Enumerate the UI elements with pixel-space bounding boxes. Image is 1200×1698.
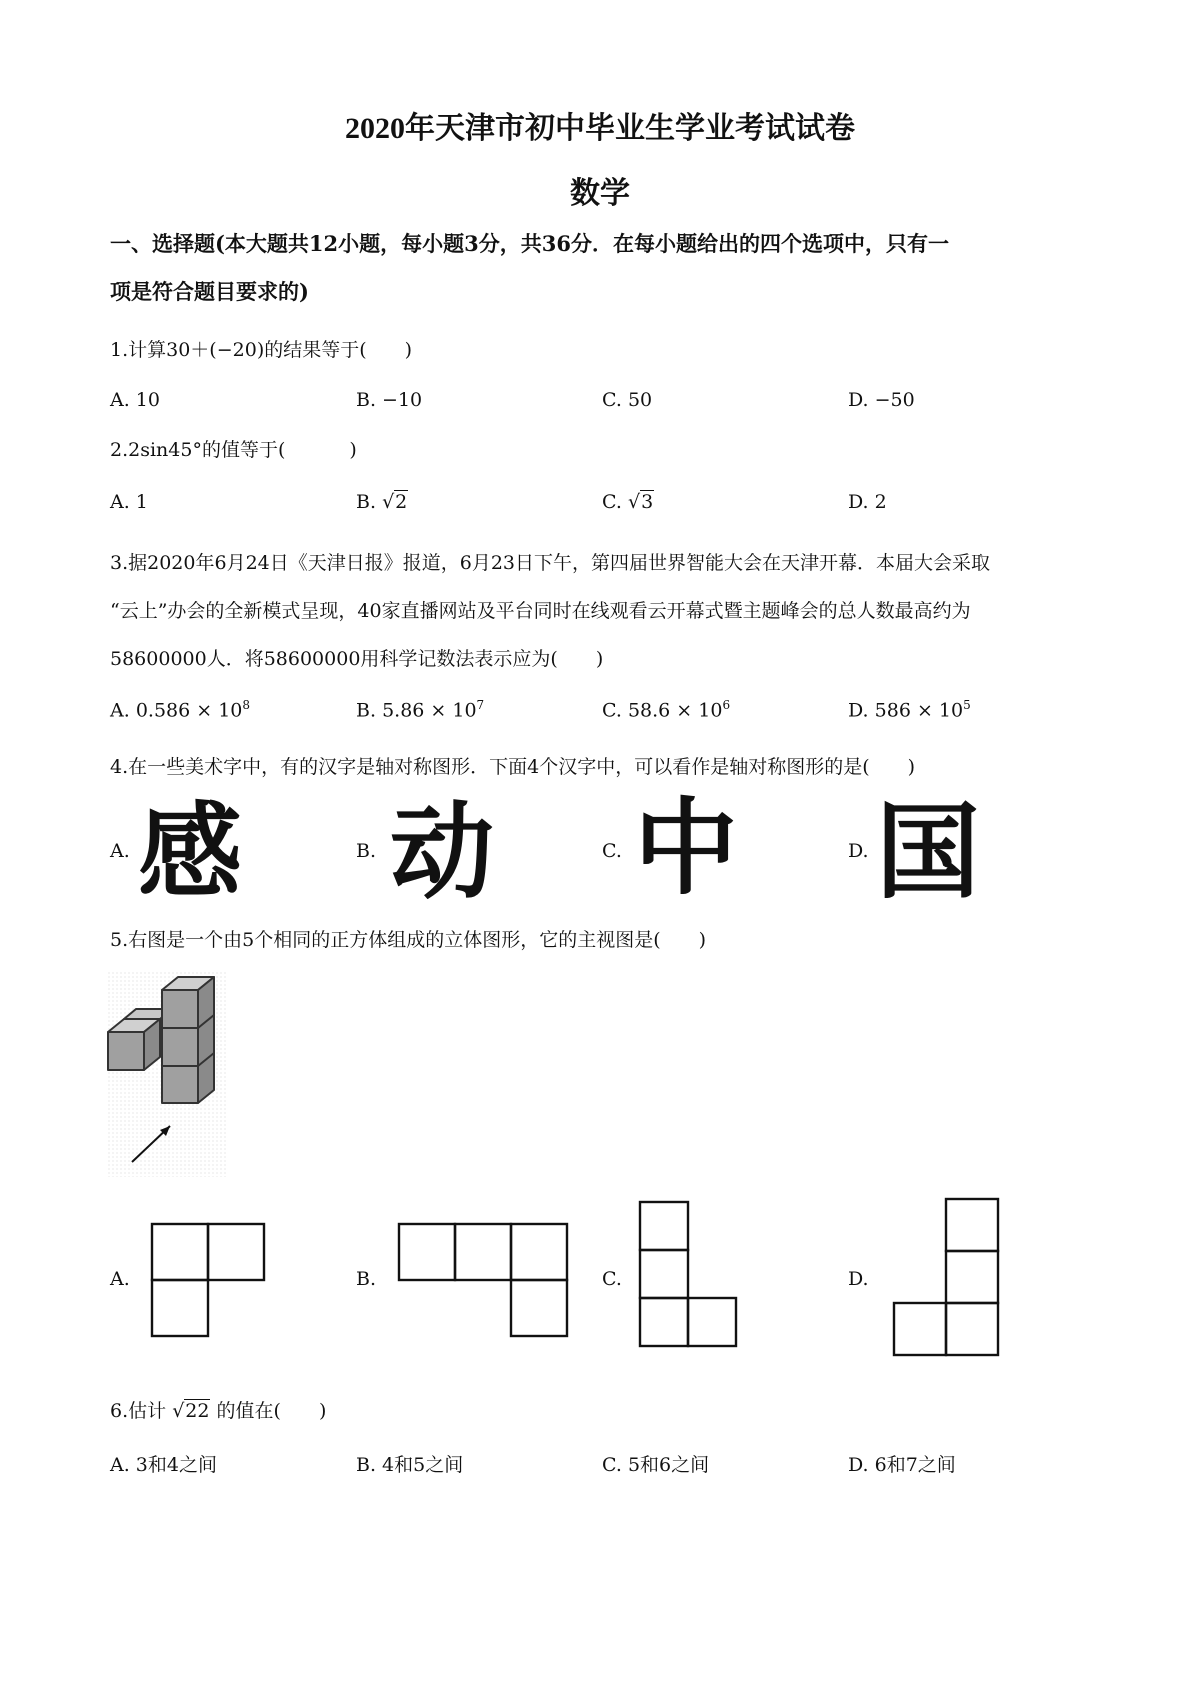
question-6-stem-suffix: 的值在( ) <box>216 1400 327 1422</box>
radicand-2: 2 <box>395 491 408 513</box>
q5-option-c-view <box>638 1200 740 1355</box>
q5-option-b-view <box>397 1222 571 1338</box>
q4-character-b: 动 <box>390 791 495 913</box>
q3-option-c-mantissa: 58.6 × 10 <box>627 699 723 722</box>
sqrt-2: √2 <box>382 491 408 513</box>
question-6-stem <box>110 1396 326 1423</box>
q3-option-d-exponent: 5 <box>963 698 971 712</box>
question-3-stem-line3: 58600000人．将58600000用科学记数法表示应为( ) <box>110 648 604 670</box>
q5-option-d-label: D. <box>848 1268 869 1290</box>
exam-title: 2020年天津市初中毕业生学业考试试卷 <box>345 112 855 145</box>
q5-option-a-label: A. <box>110 1268 130 1290</box>
q4-character-d: 国 <box>876 791 981 913</box>
q3-option-d-mantissa: 586 × 10 <box>874 699 964 722</box>
q1-option-b: B. −10 <box>356 389 423 411</box>
q4-option-b-label: B. <box>356 840 377 862</box>
q3-option-b-mantissa: 5.86 × 10 <box>382 699 477 722</box>
q6-option-d: D. 6和7之间 <box>848 1454 956 1476</box>
q6-option-c: C. 5和6之间 <box>602 1454 710 1476</box>
question-2-stem-suffix: ) <box>349 439 357 461</box>
q3-option-c <box>602 698 730 721</box>
radicand-3: 3 <box>641 491 654 513</box>
question-6-stem-prefix: 6.估计 <box>110 1400 167 1422</box>
q4-option-c-label: C. <box>602 840 622 862</box>
q3-option-d-label: D. <box>848 699 869 722</box>
q4-option-d-label: D. <box>848 840 869 862</box>
sqrt-22: √22 <box>172 1400 210 1422</box>
question-5-stem: 5.右图是一个由5个相同的正方体组成的立体图形，它的主视图是( ) <box>110 929 707 951</box>
q5-option-c-label: C. <box>602 1268 622 1290</box>
q3-option-a-exponent: 8 <box>242 698 251 712</box>
q4-character-a: 感 <box>138 791 243 913</box>
q3-option-c-label: C. <box>602 699 622 722</box>
q3-option-b-exponent: 7 <box>476 698 485 712</box>
q5-option-b-label: B. <box>356 1268 377 1290</box>
q1-option-a: A. 10 <box>110 389 160 411</box>
question-3-stem-line2: “云上”办会的全新模式呈现，40家直播网站及平台同时在线观看云开幕式暨主题峰会的总人数最高约为 <box>110 600 971 622</box>
question-2-stem-prefix: 2.2sin45°的值等于( <box>110 439 286 461</box>
section-instructions-line1: 一、选择题(本大题共12小题，每小题3分，共36分．在每小题给出的四个选项中，只有一 <box>110 231 949 256</box>
radicand-22: 22 <box>185 1400 210 1422</box>
sqrt-3: √3 <box>627 491 654 513</box>
q2-option-b <box>356 491 408 513</box>
question-4-stem: 4.在一些美术字中，有的汉字是轴对称图形．下面4个汉字中，可以看作是轴对称图形的是( ) <box>110 756 916 778</box>
q3-option-a-label: A. <box>110 699 130 722</box>
q2-option-a: A. 1 <box>110 491 148 513</box>
subject-title: 数学 <box>570 177 630 210</box>
q6-option-a: A. 3和4之间 <box>110 1454 217 1476</box>
q6-option-b: B. 4和5之间 <box>356 1454 464 1476</box>
q1-option-c: C. 50 <box>602 389 653 411</box>
q3-option-d <box>848 698 971 721</box>
question-1-stem: 1.计算30＋(−20)的结果等于( ) <box>110 339 413 361</box>
q2-option-b-label: B. <box>356 491 377 513</box>
q2-option-d: D. 2 <box>848 491 887 513</box>
q5-option-a-view <box>150 1222 270 1338</box>
section-instructions-line2: 项是符合题目要求的) <box>110 279 309 304</box>
q3-option-c-exponent: 6 <box>722 698 731 712</box>
q3-option-b <box>356 698 484 721</box>
q5-option-d-view <box>892 1197 1002 1360</box>
q3-option-b-label: B. <box>356 699 377 722</box>
question-3-stem-line1: 3.据2020年6月24日《天津日报》报道，6月23日下午，第四届世界智能大会在天津开幕．本届大会采取 <box>110 552 991 574</box>
q2-option-c-label: C. <box>602 491 622 513</box>
q3-option-a-mantissa: 0.586 × 10 <box>135 699 243 722</box>
q3-option-a <box>110 698 250 721</box>
q4-option-a-label: A. <box>110 840 130 862</box>
question-2-stem <box>110 435 357 462</box>
q2-option-c <box>602 491 654 513</box>
q5-3d-figure <box>108 972 228 1177</box>
q4-character-c: 中 <box>634 787 739 909</box>
q1-option-d: D. −50 <box>848 389 915 411</box>
